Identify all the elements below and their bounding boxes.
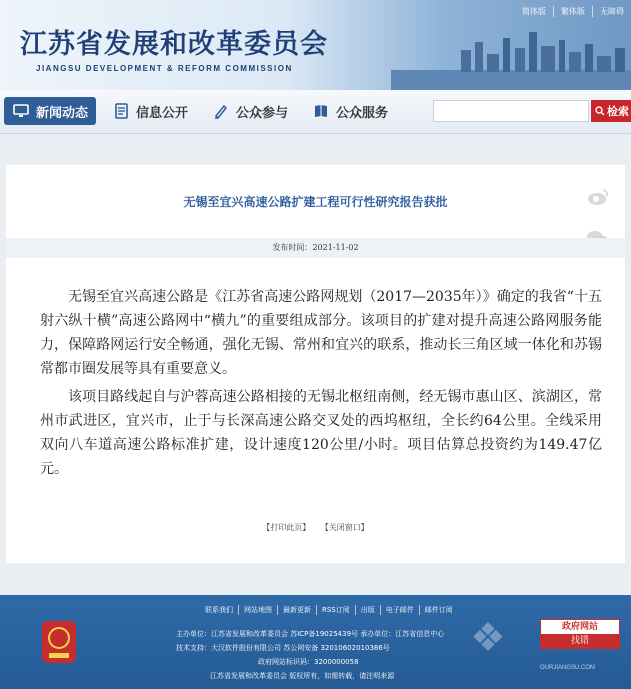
gov-badge-bottom: 找错	[541, 634, 619, 648]
party-emblem-icon[interactable]	[40, 619, 78, 665]
watermark-logo-icon: ❖	[470, 615, 506, 661]
document-icon	[112, 102, 130, 120]
footer-links	[205, 605, 458, 615]
article-panel	[6, 165, 625, 563]
nav-item-label: 新闻动态	[36, 105, 89, 121]
article-paragraph: 无锡至宜兴高速公路是《江苏省高速公路网规划（2017—2035年）》确定的我省“十五射六纵十横”高速公路网中“横九”的重要组成部分。该项目的扩建对提升高速公路网服务能力，保障路网运行安全畅通，强化无锡、常州和宜兴的联系，推动长三角区域一体化和苏锡常都市圈发展等具有重要意义。	[40, 289, 602, 377]
footer-link-rss[interactable]: RSS订阅	[316, 605, 355, 615]
article-paragraph: 该项目路线起自与沪蓉高速公路相接的无锡北枢纽南侧，经无锡市惠山区、滨湖区，常州市武进区，宜兴市，止于与长深高速公路交叉处的西坞枢纽，全长约64公里。全线采用双向八车道高速公路标准扩建，设计速度120公里/小时。项目估算总投资约为149.47亿元。	[40, 389, 602, 477]
footer-copyright: 江苏省发展和改革委员会 版权所有，如需转载，请注明来源	[210, 672, 395, 680]
article-actions	[6, 522, 625, 533]
link-accessibility[interactable]: 无障碍	[592, 6, 631, 17]
footer-tech-support: 技术支持：大汉软件股份有限公司 苏公网安备 32010602010386号	[176, 644, 390, 652]
monitor-icon	[12, 102, 30, 120]
skyline-illustration	[391, 20, 631, 90]
site-header	[0, 0, 631, 90]
watermark-site-text: OURJIANGSU.COM	[540, 665, 596, 671]
footer-link-contact[interactable]: 联系我们	[205, 606, 233, 614]
footer-link-email[interactable]: 电子邮件	[380, 605, 419, 615]
article-title: 无锡至宜兴高速公路扩建工程可行性研究报告获批	[183, 195, 448, 209]
site-title: 江苏省发展和改革委员会	[20, 29, 328, 60]
site-subtitle: JIANGSU DEVELOPMENT & REFORM COMMISSION	[36, 64, 293, 73]
link-simplified[interactable]: 简体版	[522, 7, 546, 16]
gov-badge-top: 政府网站	[561, 622, 598, 632]
date-label: 发布时间：	[272, 243, 313, 252]
search-button[interactable]	[591, 100, 631, 122]
link-traditional[interactable]: 繁体版	[553, 6, 592, 17]
nav-item-news[interactable]	[4, 97, 96, 125]
date-band	[6, 238, 625, 258]
search-input[interactable]	[433, 100, 589, 122]
nav-item-label: 公众服务	[336, 105, 389, 121]
nav-item-label: 信息公开	[136, 105, 189, 121]
print-link[interactable]: 【打印此页】	[262, 523, 311, 532]
gov-error-badge[interactable]	[540, 619, 620, 649]
pen-icon	[212, 102, 230, 120]
book-icon	[312, 102, 330, 120]
search-button-label: 检索	[607, 105, 629, 118]
top-links	[515, 6, 631, 17]
footer-link-sitemap[interactable]: 网站地图	[238, 605, 277, 615]
weibo-share-icon[interactable]	[586, 187, 610, 207]
footer-organizer: 主办单位：江苏省发展和改革委员会 苏ICP备19025439号 承办单位：江苏省信息中心	[176, 630, 445, 638]
nav-item-info-disclosure[interactable]	[104, 97, 196, 125]
close-window-link[interactable]: 【关闭窗口】	[320, 523, 369, 532]
footer-link-publish[interactable]: 出版	[355, 605, 380, 615]
publish-date: 2021-11-02	[312, 243, 359, 252]
site-footer	[0, 595, 631, 689]
nav-item-label: 公众参与	[236, 105, 289, 121]
footer-link-latest[interactable]: 最新更新	[277, 605, 316, 615]
search-icon	[595, 106, 605, 116]
footer-link-mail-subscribe[interactable]: 邮件订阅	[419, 605, 458, 615]
footer-site-code: 政府网站标识码：3200000058	[258, 658, 359, 666]
article-body	[40, 285, 602, 485]
nav-item-public-participation[interactable]	[204, 97, 296, 125]
nav-item-public-service[interactable]	[304, 97, 396, 125]
title-band	[6, 165, 625, 238]
